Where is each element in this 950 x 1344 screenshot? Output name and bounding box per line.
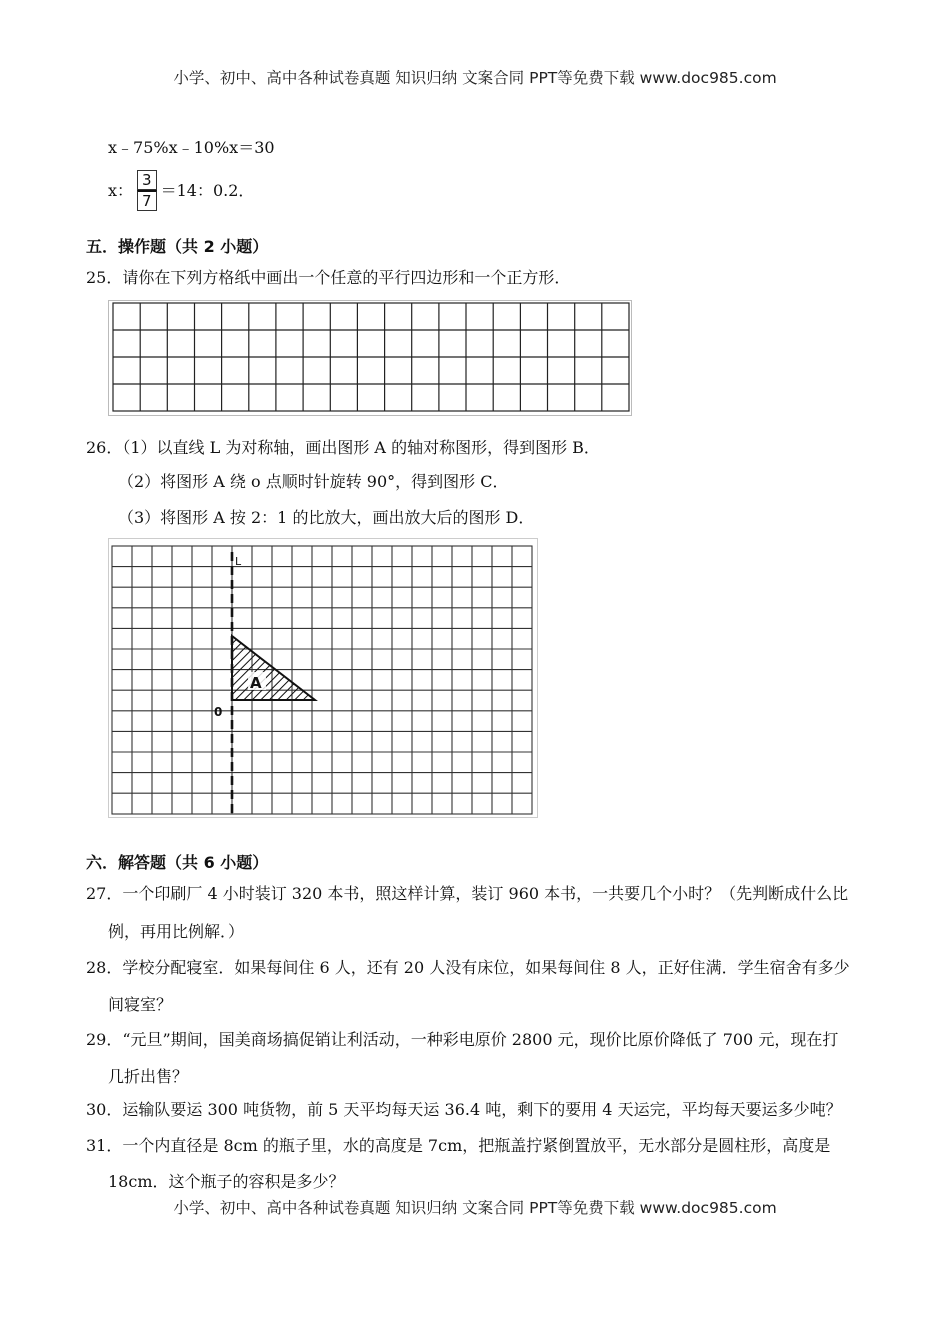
axis-l-label: L: [235, 555, 242, 568]
equation-1: x﹣75%x﹣10%x＝30: [108, 138, 275, 157]
question-26-part-3: （3）将图形 A 按 2：1 的比放大，画出放大后的图形 D．: [118, 508, 535, 527]
section-5-title: 五．操作题（共 2 小题）: [86, 237, 269, 256]
fraction-3-7: [137, 170, 157, 211]
fraction-numerator: 3: [137, 170, 157, 190]
section-6-title: 六．解答题（共 6 小题）: [86, 853, 269, 872]
origin-label: 0: [214, 705, 223, 719]
question-29-line-1: 29．“元旦”期间，国美商场搞促销让利活动，一种彩电原价 2800 元，现价比原价降低了 700 元，现在打: [86, 1030, 839, 1049]
question-28-line-2: 间寝室？: [108, 995, 173, 1014]
question-29-line-2: 几折出售？: [108, 1067, 189, 1086]
question-28-line-1: 28．学校分配寝室．如果每间住 6 人，还有 20 人没有床位，如果每间住 8 人，正好住满．学生宿舍有多少: [86, 958, 850, 977]
question-26-part-2: （2）将图形 A 绕 o 点顺时针旋转 90°，得到图形 C．: [118, 472, 509, 491]
grid-paper-q25: [108, 300, 632, 416]
grid-q26-svg: [108, 538, 538, 818]
question-31-line-2: 18cm．这个瓶子的容积是多少？: [108, 1172, 345, 1191]
page-footer: 小学、初中、高中各种试卷真题 知识归纳 文案合同 PPT等免费下载 www.doc985.com: [173, 1199, 777, 1217]
equation-2-suffix: ＝14：0.2．: [160, 180, 255, 200]
shape-a-label: A: [250, 674, 262, 692]
equation-2-prefix: x：: [108, 180, 134, 200]
grid-q25-svg: [108, 300, 632, 416]
question-27-line-2: 例，再用比例解．）: [108, 922, 245, 941]
question-30: 30．运输队要运 300 吨货物，前 5 天平均每天运 36.4 吨，剩下的要用 4 天运完，平均每天要运多少吨？: [86, 1100, 842, 1119]
grid-figure-q26: [108, 538, 538, 818]
question-31-line-1: 31．一个内直径是 8cm 的瓶子里，水的高度是 7cm，把瓶盖拧紧倒置放平，无水部分是圆柱形，高度是: [86, 1136, 831, 1155]
question-27-line-1: 27．一个印刷厂 4 小时装订 320 本书，照这样计算，装订 960 本书，一共要几个小时？（先判断成什么比: [86, 884, 849, 903]
equation-2: [108, 170, 254, 211]
question-25: 25．请你在下列方格纸中画出一个任意的平行四边形和一个正方形．: [86, 268, 571, 287]
question-26-part-1: 26．（1）以直线 L 为对称轴，画出图形 A 的轴对称图形，得到图形 B．: [86, 438, 600, 457]
fraction-denominator: 7: [137, 190, 157, 211]
page-header: 小学、初中、高中各种试卷真题 知识归纳 文案合同 PPT等免费下载 www.doc985.com: [173, 69, 777, 87]
